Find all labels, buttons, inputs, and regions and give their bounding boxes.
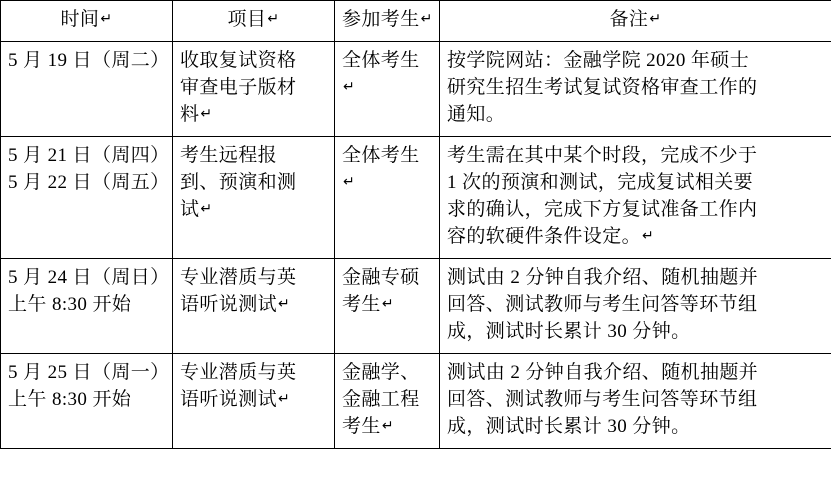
pilcrow-icon: ↵ xyxy=(343,172,356,189)
pilcrow-icon: ↵ xyxy=(420,10,433,26)
column-header-time-label: 时间 xyxy=(60,9,100,30)
cell-candidates: 全体考生↵ xyxy=(335,41,440,136)
pilcrow-icon: ↵ xyxy=(381,294,394,311)
cell-candidates: 全体考生↵ xyxy=(335,136,440,258)
table-row xyxy=(1,41,831,136)
cell-item: 专业潜质与英 语听说测试↵ xyxy=(173,353,335,448)
cell-candidates: 金融专硕 考生↵ xyxy=(335,258,440,353)
cell-time: 5 月 25 日（周一） 上午 8:30 开始 xyxy=(1,353,173,448)
column-header-candidates-label: 参加考生 xyxy=(342,9,420,30)
pilcrow-icon: ↵ xyxy=(278,294,291,311)
table-header-row xyxy=(1,1,831,42)
cell-note: 测试由 2 分钟自我介绍、随机抽题并 回答、测试教师与考生问答等环节组 成，测试时长累计 30 分钟。 xyxy=(440,258,831,353)
pilcrow-icon: ↵ xyxy=(200,199,213,216)
pilcrow-icon: ↵ xyxy=(642,226,655,243)
table-row xyxy=(1,136,831,258)
pilcrow-icon: ↵ xyxy=(278,389,291,406)
pilcrow-icon: ↵ xyxy=(200,104,213,121)
cell-time: 5 月 19 日（周二） xyxy=(1,41,173,136)
cell-note: 按学院网站：金融学院 2020 年硕士 研究生招生考试复试资格审查工作的 通知。 xyxy=(440,41,831,136)
table-row xyxy=(1,258,831,353)
cell-time: 5 月 24 日（周日） 上午 8:30 开始 xyxy=(1,258,173,353)
cell-item: 收取复试资格 审查电子版材 料↵ xyxy=(173,41,335,136)
column-header-item xyxy=(173,1,335,42)
column-header-note xyxy=(440,1,831,42)
cell-item: 考生远程报 到、预演和测 试↵ xyxy=(173,136,335,258)
pilcrow-icon: ↵ xyxy=(267,10,280,26)
cell-item: 专业潜质与英 语听说测试↵ xyxy=(173,258,335,353)
column-header-note-label: 备注 xyxy=(609,9,649,30)
cell-candidates: 金融学、 金融工程 考生↵ xyxy=(335,353,440,448)
cell-time: 5 月 21 日（周四） 5 月 22 日（周五） xyxy=(1,136,173,258)
cell-note: 考生需在其中某个时段，完成不少于 1 次的预演和测试，完成复试相关要 求的确认，完成下方复试准备工作内 容的软硬件条件设定。↵ xyxy=(440,136,831,258)
column-header-time xyxy=(1,1,173,42)
pilcrow-icon: ↵ xyxy=(381,416,394,433)
cell-note: 测试由 2 分钟自我介绍、随机抽题并 回答、测试教师与考生问答等环节组 成，测试时长累计 30 分钟。 xyxy=(440,353,831,448)
pilcrow-icon: ↵ xyxy=(649,10,662,26)
column-header-item-label: 项目 xyxy=(227,9,267,30)
pilcrow-icon: ↵ xyxy=(343,77,356,94)
column-header-candidates xyxy=(335,1,440,42)
pilcrow-icon: ↵ xyxy=(100,10,113,26)
table-row xyxy=(1,353,831,448)
